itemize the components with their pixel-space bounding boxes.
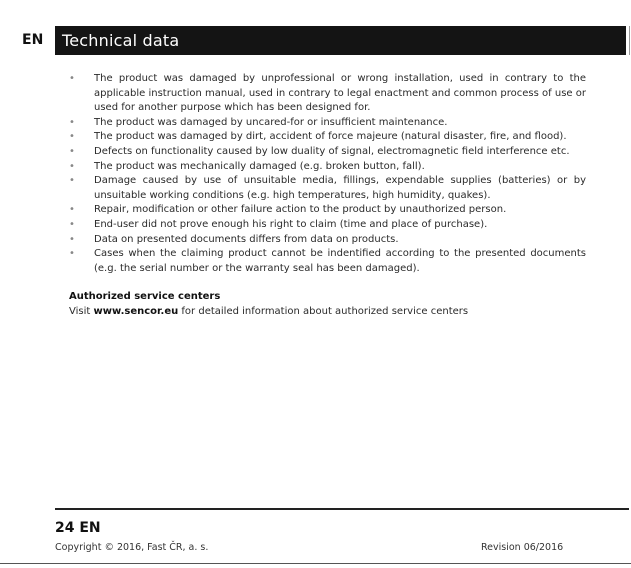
page-number: 24 EN xyxy=(55,520,101,536)
list-item-text: Repair, modification or other failure action to the product by unauthorized person. xyxy=(94,204,507,216)
copyright-text: Copyright © 2016, Fast ČR, a. s. xyxy=(55,542,209,553)
list-item-text: The product was damaged by dirt, accident of force majeure (natural disaster, fire, and flood). xyxy=(94,131,567,143)
language-badge: EN xyxy=(0,26,55,55)
bullet-icon: • xyxy=(69,131,75,143)
bullet-icon: • xyxy=(69,73,75,84)
list-item-text: The product was damaged by unprofessional or wrong installation, used in contrary to the applicable instruction manual, used in contrary to legal enactment and common process of use or used for another purpose which has been designed for. xyxy=(94,73,586,114)
bullet-icon: • xyxy=(69,233,75,245)
warranty-exclusions-list xyxy=(69,72,586,276)
list-item-text: Data on presented documents differs from data on products. xyxy=(94,233,399,245)
list-item xyxy=(69,160,586,175)
list-item-text: Cases when the claiming product cannot be indentified according to the presented documents (e.g. the serial number or the warranty seal has been damaged). xyxy=(94,248,586,274)
list-item xyxy=(69,130,586,145)
list-item-text: End-user did not prove enough his right to claim (time and place of purchase). xyxy=(94,218,488,230)
bullet-icon: • xyxy=(69,145,75,157)
bullet-icon: • xyxy=(69,218,75,230)
list-item-text: Damage caused by use of unsuitable media, fillings, expendable supplies (batteries) or by unsuitable working conditions (e.g. high temperatures, high humidity, quakes). xyxy=(94,175,586,201)
bullet-icon: • xyxy=(69,116,75,128)
service-centers-heading: Authorized service centers xyxy=(69,291,221,303)
title-bar-edge xyxy=(626,26,630,55)
list-item xyxy=(69,203,586,218)
list-item-text: The product was mechanically damaged (e.g. broken button, fall). xyxy=(94,160,425,172)
list-item xyxy=(69,145,586,160)
list-item xyxy=(69,116,586,131)
bullet-icon: • xyxy=(69,175,75,187)
technical-data-content xyxy=(69,72,586,320)
page-bottom-divider xyxy=(0,563,631,564)
footer-divider xyxy=(55,508,629,510)
list-item xyxy=(69,72,586,116)
service-centers-section xyxy=(69,290,586,319)
service-url-link[interactable]: www.sencor.eu xyxy=(93,305,179,317)
revision-text: Revision 06/2016 xyxy=(481,542,564,553)
list-item xyxy=(69,174,586,203)
list-item-text: The product was damaged by uncared-for or insufficient maintenance. xyxy=(94,116,448,128)
section-title: Technical data xyxy=(55,26,626,55)
service-centers-text xyxy=(69,305,586,320)
service-text-prefix: Visit xyxy=(69,305,94,317)
bullet-icon: • xyxy=(69,204,75,216)
bullet-icon: • xyxy=(69,160,75,172)
list-item xyxy=(69,233,586,248)
list-item xyxy=(69,247,586,276)
service-text-suffix: for detailed information about authorized service centers xyxy=(178,305,469,317)
list-item xyxy=(69,218,586,233)
list-item-text: Defects on functionality caused by low duality of signal, electromagnetic field interference etc. xyxy=(94,145,570,157)
bullet-icon: • xyxy=(69,248,75,260)
